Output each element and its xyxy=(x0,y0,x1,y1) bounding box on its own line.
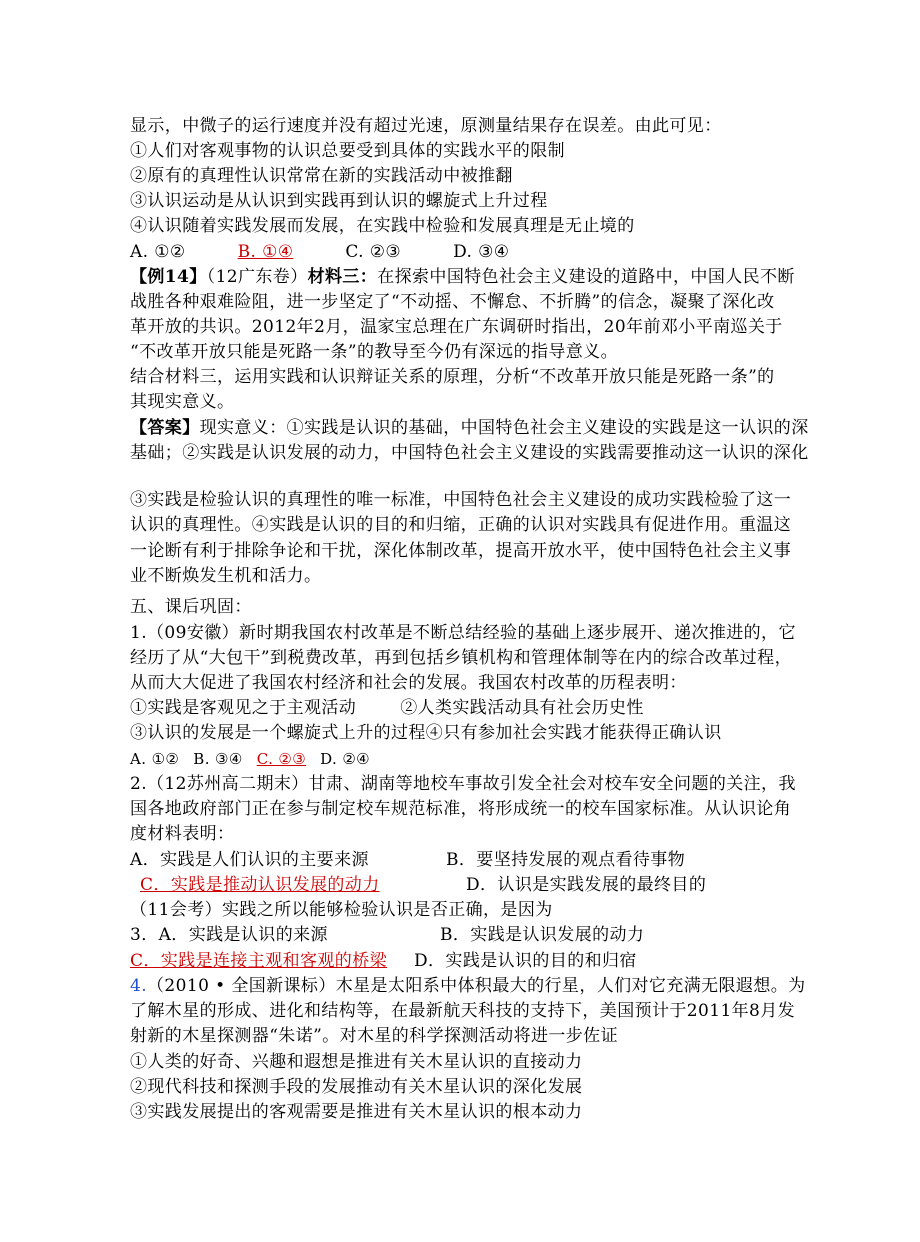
answer-tag: 【答案】 xyxy=(130,418,200,438)
answer-line: 一论断有利于排除争论和干扰，深化体制改革，提高开放水平，使中国特色社会主义事 xyxy=(130,541,792,561)
q4-option-3: ③实践发展提出的客观需要是推进有关木星认识的根本动力 xyxy=(130,1102,583,1122)
q3-option-b: B．实践是认识发展的动力 xyxy=(440,925,645,945)
material-label: 材料三： xyxy=(307,267,378,287)
choice-d: D. ③④ xyxy=(453,242,510,262)
answer-line: 业不断焕发生机和活力。 xyxy=(130,566,322,586)
option-2: ②原有的真理性认识常常在新的实践活动中被推翻 xyxy=(130,166,513,186)
q4-stem-text: （2010 • 全国新课标）木星是太阳系中体积最大的行星，人们对它充满无限遐想。为 xyxy=(147,976,806,996)
q1-choice-b: B. ③④ xyxy=(193,750,243,768)
q1-answer-choices xyxy=(130,748,370,770)
q3-option-a: 3．A．实践是认识的来源 xyxy=(130,925,328,945)
q4-number: 4. xyxy=(130,976,148,996)
option-3: ③认识运动是从认识到实践再到认识的螺旋式上升过程 xyxy=(130,191,548,211)
q1-choice-d: D. ②④ xyxy=(320,750,371,768)
option-4: ④认识随着实践发展而发展，在实践中检验和发展真理是无止境的 xyxy=(130,216,635,236)
choice-a: A. ①② xyxy=(130,242,186,262)
answer-choices xyxy=(130,241,509,263)
q2-stem-line: 度材料表明： xyxy=(130,824,235,844)
material-line: 战胜各种艰难险阻，进一步坚定了“不动摇、不懈怠、不折腾”的信念，凝聚了深化改 xyxy=(130,292,775,312)
q4-stem-line: 了解木星的形成、进化和结构等，在最新航天科技的支持下，美国预计于2011年8月发 xyxy=(130,1001,796,1021)
option-1: ①人们对客观事物的认识总要受到具体的实践水平的限制 xyxy=(130,141,565,161)
answer-text: 现实意义：①实践是认识的基础，中国特色社会主义建设的实践是这一认识的深 xyxy=(199,418,809,438)
q3-option-d: D．实践是认识的目的和归宿 xyxy=(414,951,637,971)
example-source: （12广东卷） xyxy=(206,267,308,287)
q2-stem-line: 2.（12苏州高二期末）甘肃、湖南等地校车事故引发全社会对校车安全问题的关注，我 xyxy=(130,774,796,794)
q1-stem-line: 1.（09安徽）新时期我国农村改革是不断总结经验的基础上逐步展开、递次推进的，它 xyxy=(130,623,796,643)
q4-option-2: ②现代科技和探测手段的发展推动有关木星认识的深化发展 xyxy=(130,1077,583,1097)
answer-line: 基础；②实践是认识发展的动力，中国特色社会主义建设的实践需要推动这一认识的深化 xyxy=(130,443,809,463)
material-line: “不改革开放只能是死路一条”的教导至今仍有深远的指导意义。 xyxy=(130,342,618,362)
answer-line: ③实践是检验认识的真理性的唯一标准，中国特色社会主义建设的成功实践检验了这一 xyxy=(130,490,792,510)
material-text: 在探索中国特色社会主义建设的道路中，中国人民不断 xyxy=(377,267,795,287)
q1-options-12 xyxy=(130,697,644,719)
q2-option-a: A．实践是人们认识的主要来源 xyxy=(130,850,369,870)
q1-options-34: ③认识的发展是一个螺旋式上升的过程④只有参加社会实践才能获得正确认识 xyxy=(130,723,722,743)
q1-choice-a: A. ①② xyxy=(130,750,180,768)
choice-c: C. ②③ xyxy=(345,242,402,262)
q1-choice-c-correct: C. ②③ xyxy=(256,750,307,768)
example-tag: 【例14】 xyxy=(130,267,207,287)
q2-option-b: B．要坚持发展的观点看待事物 xyxy=(446,850,686,870)
q1-stem-line: 经历了从“大包干”到税费改革，再到包括乡镇机构和管理体制等在内的综合改革过程， xyxy=(130,648,792,668)
q1-stem-line: 从而大大促进了我国农村经济和社会的发展。我国农村改革的历程表明： xyxy=(130,673,687,693)
text-line: 显示，中微子的运行速度并没有超过光速，原测量结果存在误差。由此可见： xyxy=(130,116,722,136)
q3-option-c-correct: C．实践是连接主观和客观的桥梁 xyxy=(130,951,388,971)
answer-line: 认识的真理性。④实践是认识的目的和归缩，正确的认识对实践具有促进作用。重温这 xyxy=(130,515,792,535)
example-14-heading xyxy=(130,266,795,288)
q3-stem: （11会考）实践之所以能够检验认识是否正确，是因为 xyxy=(130,900,553,920)
q2-option-d: D．认识是实践发展的最终目的 xyxy=(466,875,707,895)
q4-stem-line xyxy=(130,975,806,997)
answer-heading xyxy=(130,417,809,439)
q4-option-1: ①人类的好奇、兴趣和遐想是推进有关木星认识的直接动力 xyxy=(130,1052,583,1072)
question-line: 结合材料三，运用实践和认识辩证关系的原理，分析“不改革开放只能是死路一条”的 xyxy=(130,367,775,387)
section-heading: 五、课后巩固： xyxy=(130,597,252,617)
q2-stem-line: 国各地政府部门正在参与制定校车规范标准，将形成统一的校车国家标准。从认识论角 xyxy=(130,799,792,819)
question-line: 其现实意义。 xyxy=(130,392,235,412)
q1-option-1: ①实践是客观见之于主观活动 xyxy=(130,698,357,718)
q2-option-c-correct: C．实践是推动认识发展的动力 xyxy=(140,875,380,895)
q4-stem-line: 射新的木星探测器“朱诺”。对木星的科学探测活动将进一步佐证 xyxy=(130,1026,618,1046)
material-line: 革开放的共识。2012年2月，温家宝总理在广东调研时指出，20年前邓小平南巡关于 xyxy=(130,317,783,337)
choice-b-correct: B. ①④ xyxy=(237,242,294,262)
q1-option-2: ②人类实践活动具有社会历史性 xyxy=(400,698,644,718)
